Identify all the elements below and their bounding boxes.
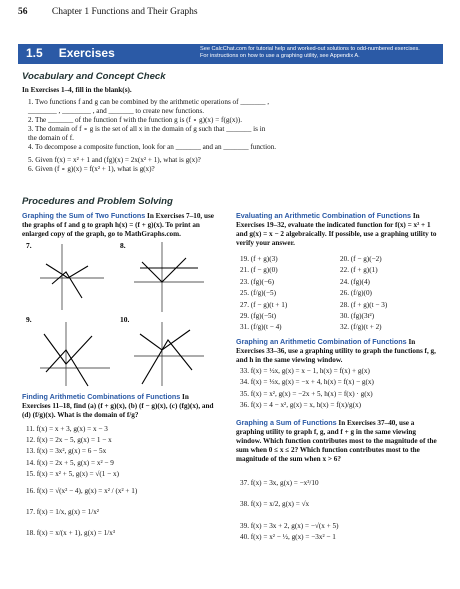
arith-intro: Finding Arithmetic Combinations of Functions In Exercises 11–18, find (a) (f + g)(x), (b) (f − g)(x), (c) (fg)(x), and (d) (f/g)(x). What is the domain of f/g? [22,392,214,419]
graph-label-9: 9. [26,315,32,324]
section-title: 1.5 Exercises [26,46,115,60]
sum-list: 37. f(x) = 3x, g(x) = −x³/10 38. f(x) = x/2, g(x) = √x 39. f(x) = 3x + 2, g(x) = −√(x + 5) 40. f(x) = x² − ½, g(x) = −3x² − 1 [240,479,339,542]
chapter-title: Chapter 1 Functions and Their Graphs [51,7,198,17]
eval-right-list: 20. (f − g)(−2) 22. (f + g)(1) 24. (fg)(4) 26. (f/g)(0) 28. (f + g)(t − 3) 30. (fg)(3t²) 32. (f/g)(t + 2) [340,255,388,332]
procedures-heading: Procedures and Problem Solving [22,196,173,207]
section-note: See CalcChat.com for tutorial help and worked-out solutions to odd-numbered exercises. For instructions on how to use a graphing utility, see Appendix A. [200,46,420,59]
vocab-list: 1. Two functions f and g can be combined by the arithmetic operations of _______ , ________ , ________ , and _______ to create new functions. 2. The _______ of the function f with the function g is (f ∘ g)(x) = f(g(x)). 3. The domain of f ∘ g is the set of all x in the domain of g such that _______ is in the domain of f. 4. To decompose a composite function, look for an _______ and an _______ function. 5. Given f(x) = x² + 1 and (fg)(x) = 2x(x² + 1), what is g(x)? 6. Given (f ∘ g)(x) = f(x² + 1), what is g(x)? [28,98,277,173]
page-number: 56 [18,7,28,17]
function-graphs [22,238,222,388]
eval-left-list: 19. (f + g)(3) 21. (f − g)(0) 23. (fg)(−6) 25. (f/g)(−5) 27. (f − g)(t + 1) 29. (fg)(−5t) 31. (f/g)(t − 4) [240,255,288,332]
eval-intro: Evaluating an Arithmetic Combination of Functions In Exercises 19–32, evaluate the indicated function for f(x) = x² + 1 and g(x) = x − 2 algebraically. If possible, use a graphing utility to verify your answer. [236,211,437,247]
graph-label-7: 7. [26,241,32,250]
sum-intro: Graphing a Sum of Functions In Exercises 37–40, use a graphing utility to graph f, g, and f + g in the same viewing window. Which function contributes most to the magnitude of the sum when 0 ≤ x ≤ 2? Which function contributes most to the magnitude of the sum when x > 6? [236,418,437,463]
vocab-heading: Vocabulary and Concept Check [22,71,166,82]
graph-label-10: 10. [120,315,130,324]
graph3-intro: Graphing an Arithmetic Combination of Functions In Exercises 33–36, use a graphing utility to graph the functions f, g, and h in the same viewing window. [236,337,436,364]
page-header [18,7,198,17]
vocab-instructions: In Exercises 1–4, fill in the blank(s). [22,86,132,94]
arith-list: 11. f(x) = x + 3, g(x) = x − 3 12. f(x) = 2x − 5, g(x) = 1 − x 13. f(x) = 3x², g(x) = 6 − 5x 14. f(x) = 2x + 5, g(x) = x² − 9 15. f(x) = x² + 5, g(x) = √(1 − x) 16. f(x) = √(x² − 4), g(x) = x² / (x² + 1) 17. f(x) = 1/x, g(x) = 1/x² 18. f(x) = x/(x + 1), g(x) = 1/x³ [26,425,138,538]
graph-sum-intro: Graphing the Sum of Two Functions In Exercises 7–10, use the graphs of f and g to graph h(x) = (f + g)(x). To print an enlarged copy of the graph, go to MathGraphs.com. [22,211,214,238]
graph3-list: 33. f(x) = ½x, g(x) = x − 1, h(x) = f(x) + g(x) 34. f(x) = ⅓x, g(x) = −x + 4, h(x) = f(x) − g(x) 35. f(x) = x², g(x) = −2x + 5, h(x) = f(x) · g(x) 36. f(x) = 4 − x², g(x) = x, h(x) = f(x)/g(x) [240,367,374,410]
graph-label-8: 8. [120,241,126,250]
